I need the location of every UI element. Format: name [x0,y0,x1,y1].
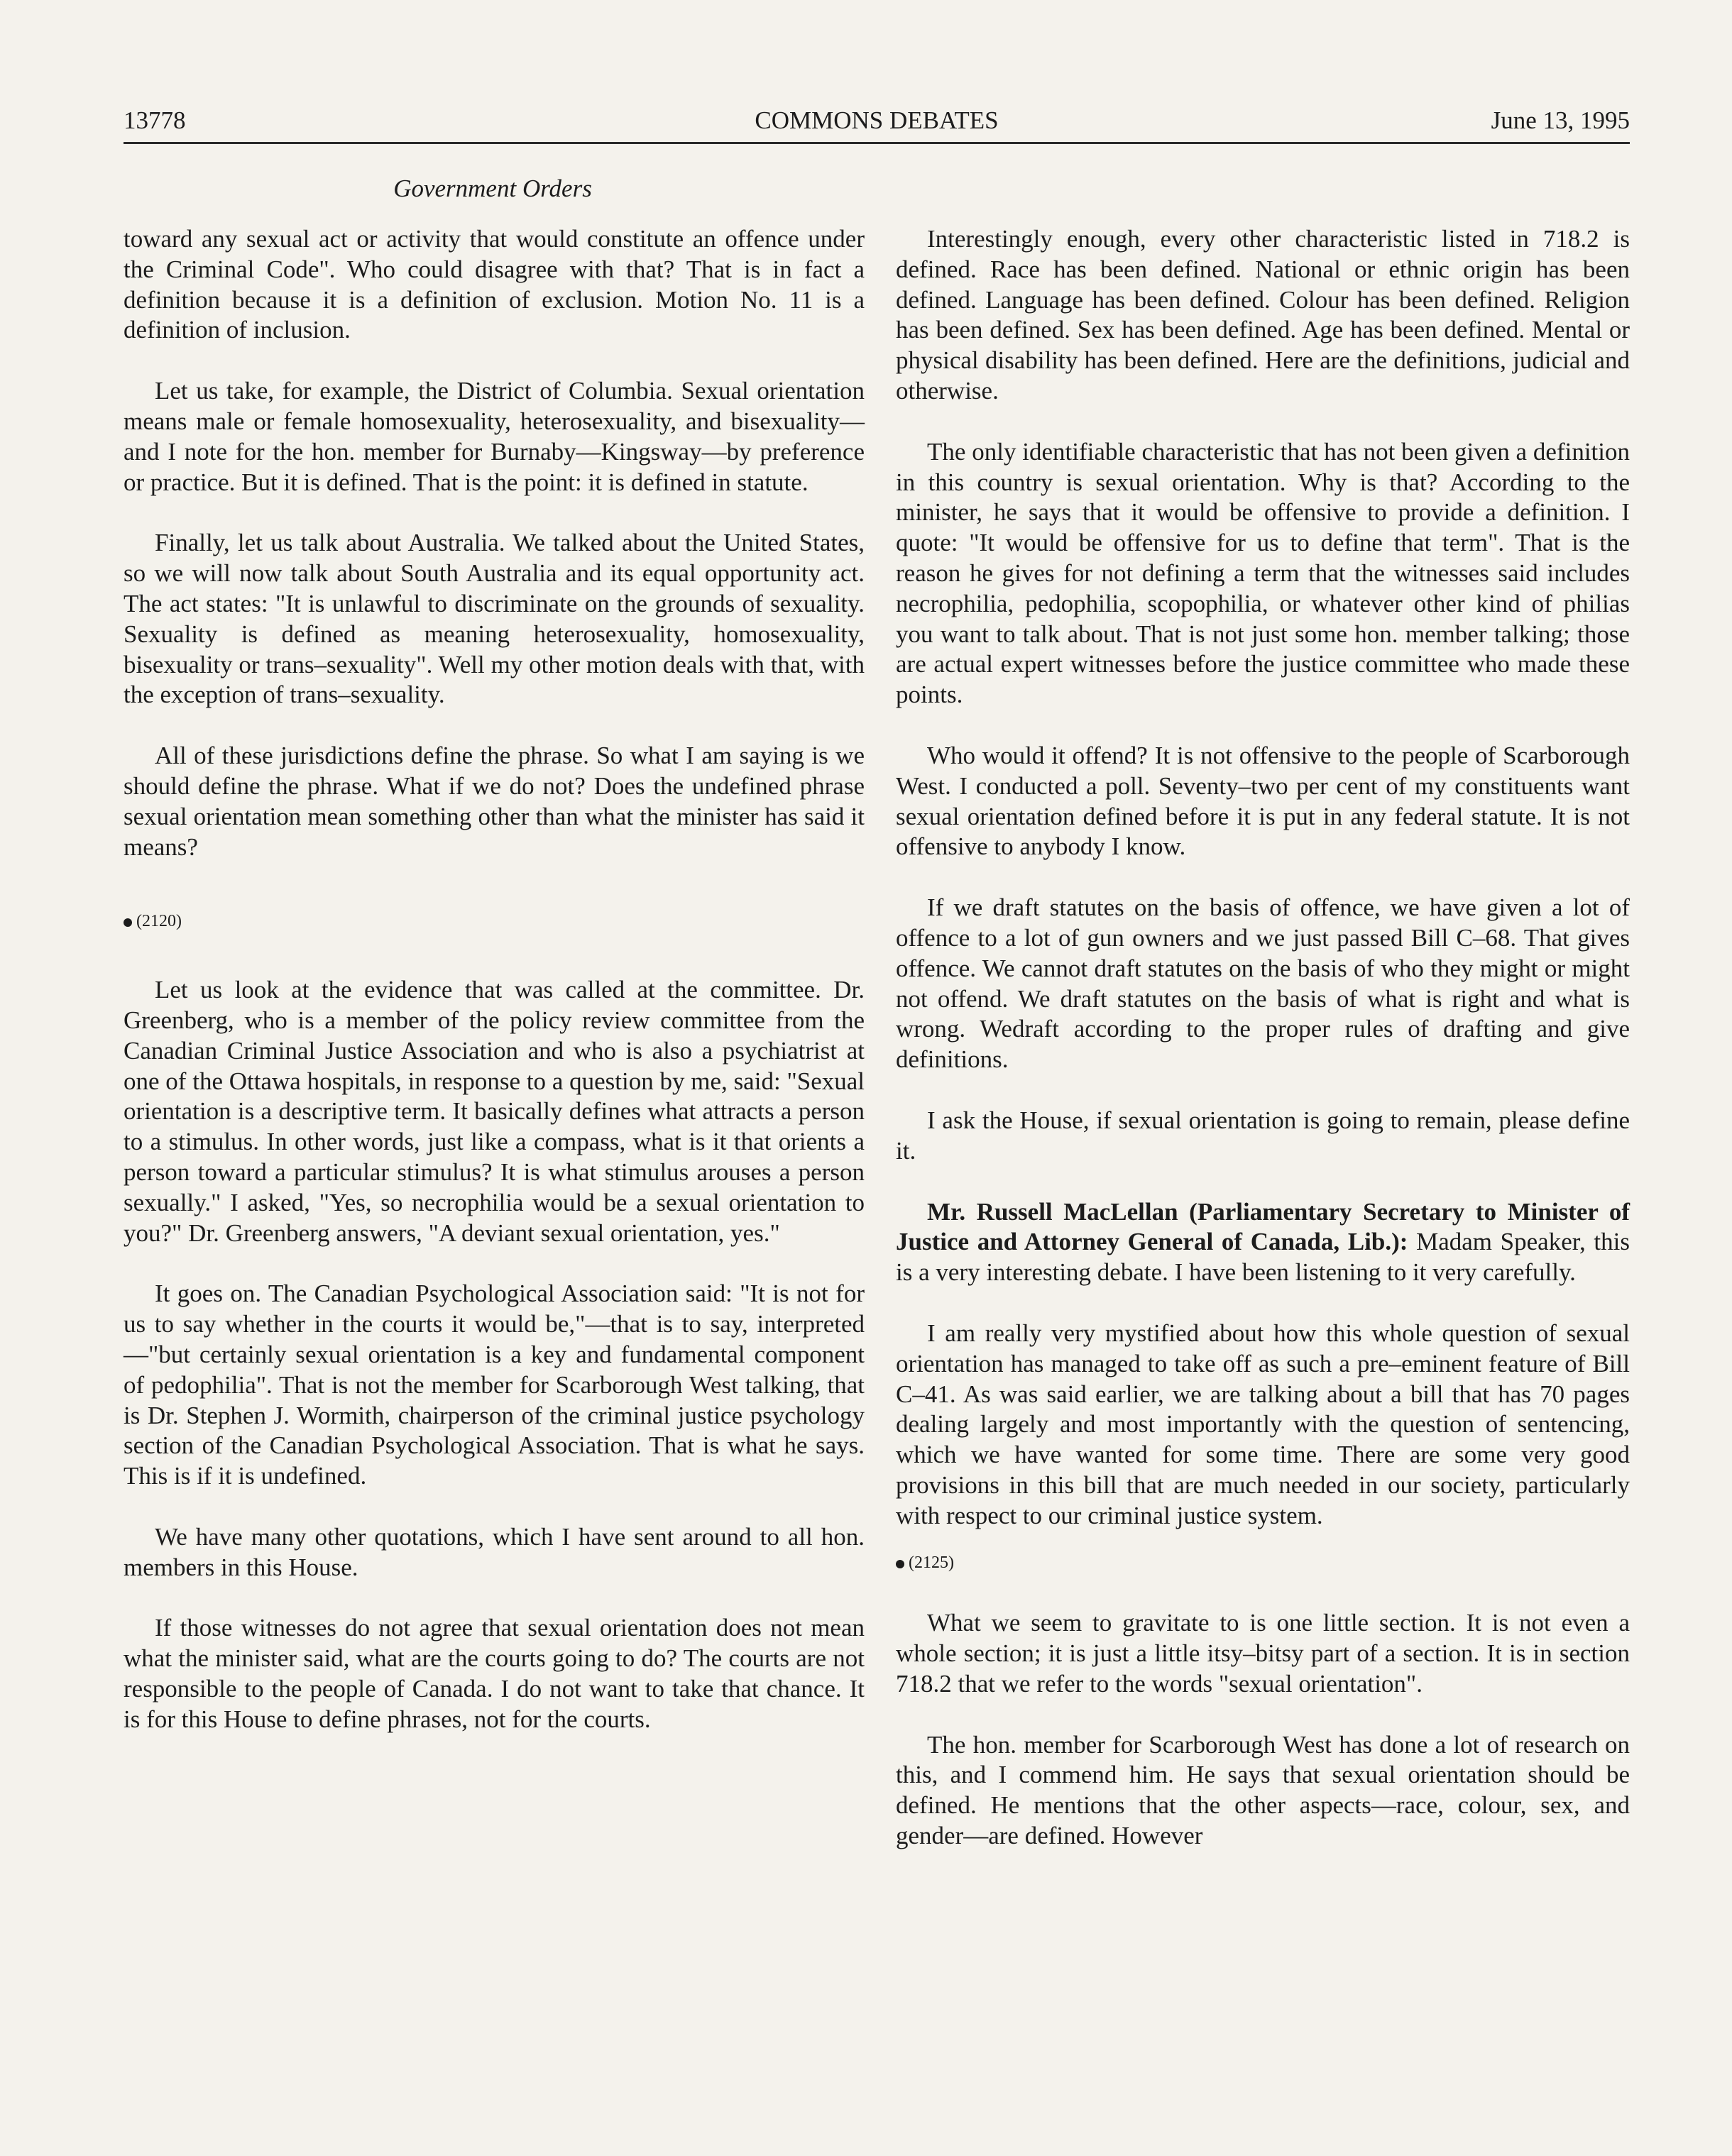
time-marker-text: (2120) [136,912,182,931]
time-marker [124,906,865,937]
time-marker-text: (2125) [909,1553,954,1573]
header-rule [124,142,1630,144]
page-number: 13778 [124,106,186,134]
paragraph: Let us look at the evidence that was called at the committee. Dr. Greenberg, who is a member of the policy review committee from the Canadian Criminal Justice Association and who is also a psychiatrist at one of the Ottawa hospitals, in response to a question by me, said: "Sexual orientation is a descriptive term. It basically defines what attracts a person to a stimulus. In other words, just like a compass, what is it that orients a person toward a particular stimulus? It is what stimulus arouses a person sexually." I asked, "Yes, so necrophilia would be a sexual orientation to you?" Dr. Greenberg answers, "A deviant sexual orientation, yes." [124,976,865,1247]
paragraph: We have many other quotations, which I have sent around to all hon. members in this House. [124,1522,865,1581]
bullet-dot-icon [124,918,132,927]
section-title: Government Orders [393,175,592,202]
paragraph: Interestingly enough, every other characteristic listed in 718.2 is defined. Race has been defined. National or ethnic origin has been defined. Language has been defined. Colour has been defined. Religion has been defined. Sex has been defined. Age has been defined. Mental or physical disability has been defined. Here are the definitions, judicial and otherwise. [896,225,1630,405]
paragraph: Let us take, for example, the District of Columbia. Sexual orientation means male or female homosexuality, heterosexuality, and bisexuality—and I note for the hon. member for Burnaby—Kingsway—by preference or practice. But it is defined. That is the point: it is defined in statute. [124,377,865,496]
paragraph: Who would it offend? It is not offensive to the people of Scarborough West. I conducted a poll. Seventy–two per cent of my constituents want sexual orientation defined before it is put in any federal statute. It is not offensive to anybody I know. [896,741,1630,861]
speaker-paragraph [896,1197,1630,1288]
paragraph: If we draft statutes on the basis of offence, we have given a lot of offence to a lot of gun owners and we just passed Bill C–68. That gives offence. We cannot draft statutes on the basis of who they might or might not offend. We draft statutes on the basis of what is right and what is wrong. Wedraft according to the proper rules of drafting and give definitions. [896,893,1630,1074]
publication-title: COMMONS DEBATES [755,106,999,134]
time-marker [896,1548,1630,1578]
paragraph: toward any sexual act or activity that would constitute an offence under the Criminal Code". Who could disagree with that? That is in fact a definition because it is a definition of exclusion. Motion No. 11 is a definition of inclusion. [124,225,865,344]
right-column [896,224,1630,1852]
paragraph: It goes on. The Canadian Psychological Association said: "It is not for us to say whether in the courts it would be,"—that is to say, interpreted—"but certainly sexual orientation is a key and fundamental component of pedophilia". That is not the member for Scarborough West talking, that is Dr. Stephen J. Wormith, chairperson of the criminal justice psychology section of the Canadian Psychological Association. That is what he says. This is if it is undefined. [124,1280,865,1490]
paragraph: If those witnesses do not agree that sexual orientation does not mean what the minister said, what are the courts going to do? The courts are not responsible to the people of Canada. I do not want to take that chance. It is for this House to define phrases, not for the courts. [124,1614,865,1733]
speaker-text: Madam Speaker, this is a very interesting debate. I have been listening to it very carefully. [896,1228,1630,1287]
paragraph: I am really very mystified about how this whole question of sexual orientation has managed to take off as such a pre–eminent feature of Bill C–41. As was said earlier, we are talking about a bill that has 70 pages dealing largely and most importantly with the question of sentencing, which we have wanted for some time. There are some very good provisions in this bill that are much needed in our society, particularly with respect to our criminal justice system. [896,1319,1630,1529]
paragraph: The hon. member for Scarborough West has done a lot of research on this, and I commend him. He says that sexual orientation should be defined. He mentions that the other aspects—race, colour, sex, and gender—are defined. However [896,1730,1630,1850]
speaker-name: Mr. Russell MacLellan (Parliamentary Secretary to Minister of Justice and Attorney General of Canada, Lib.): [896,1197,1630,1256]
paragraph: All of these jurisdictions define the phrase. So what I am saying is we should define the phrase. What if we do not? Does the undefined phrase sexual orientation mean something other than what the minister has said it means? [124,742,865,861]
publication-date: June 13, 1995 [1491,106,1630,134]
paragraph: The only identifiable characteristic that has not been given a definition in this country is sexual orientation. Why is that? According to the minister, he says that it would be offensive to provide a definition. I quote: "It would be offensive for us to define that term". That is the reason he gives for not defining a term that the witnesses said includes necrophilia, pedophilia, scopophilia, or whatever other kind of philias you want to talk about. That is not just some hon. member talking; those are actual expert witnesses before the justice committee who made these points. [896,437,1630,709]
paragraph: Finally, let us talk about Australia. We talked about the United States, so we will now talk about South Australia and its equal opportunity act. The act states: "It is unlawful to discriminate on the grounds of sexuality. Sexuality is defined as meaning heterosexuality, homosexuality, bisexuality or trans–sexuality". Well my other motion deals with that, with the exception of trans–sexuality. [124,529,865,709]
left-column [124,224,865,1735]
bullet-dot-icon [896,1560,904,1568]
paragraph: What we seem to gravitate to is one little section. It is not even a whole section; it is just a little itsy–bitsy part of a section. It is in section 718.2 that we refer to the words "sexual orientation". [896,1609,1630,1698]
page-header [124,105,1630,141]
paragraph: I ask the House, if sexual orientation is going to remain, please define it. [896,1106,1630,1165]
